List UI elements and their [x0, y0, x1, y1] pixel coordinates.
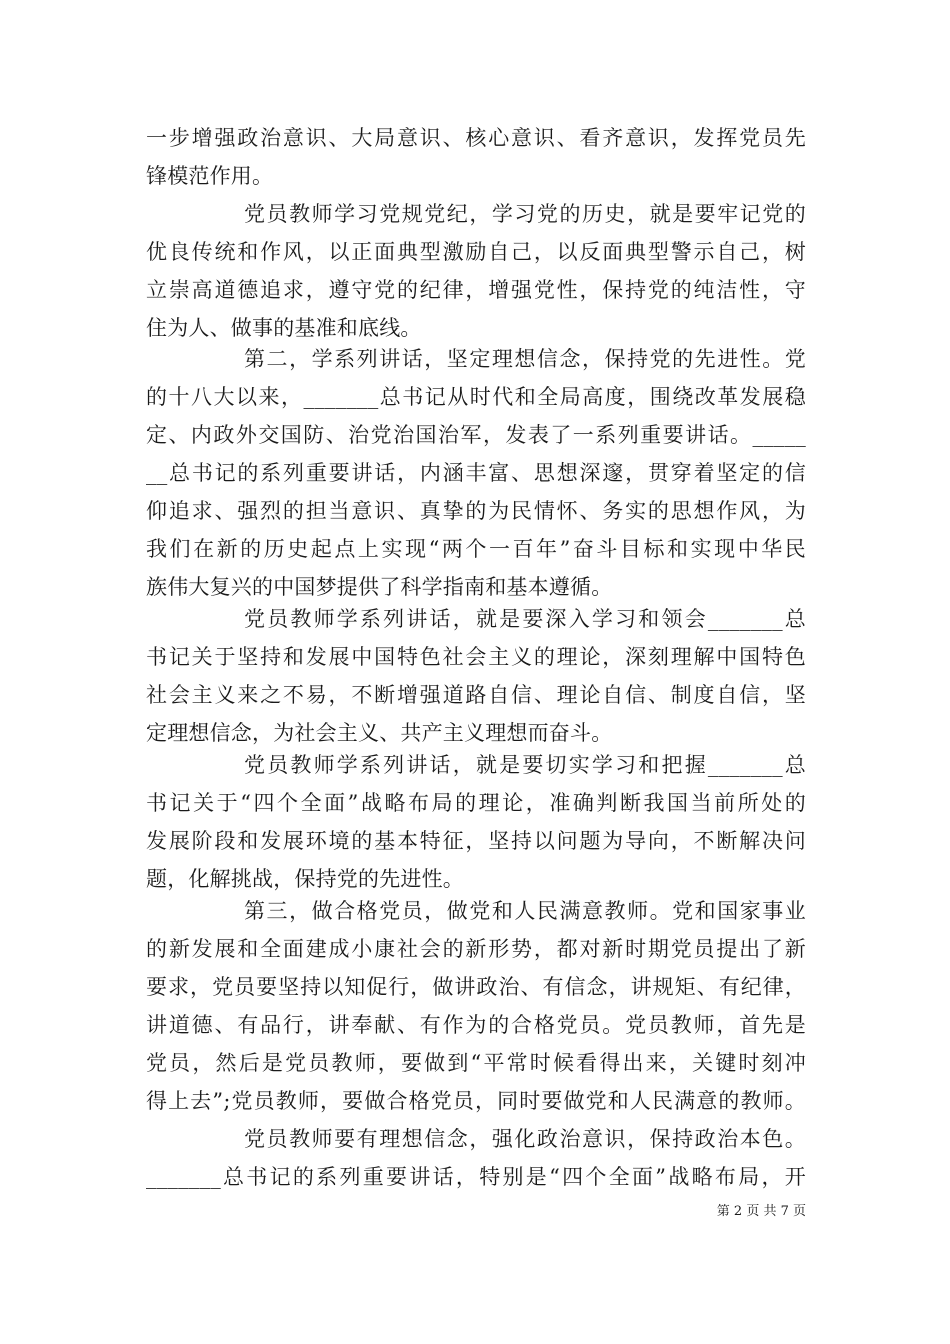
paragraph-first-line: 第三，做合格党员，做党和人民满意教师。党和国家事业	[244, 899, 806, 923]
text-line: 书记关于坚持和发展中国特色社会主义的理论，深刻理解中国特色	[146, 645, 806, 669]
text-line: 立崇高道德追求，遵守党的纪律，增强党性，保持党的纯洁性，守	[146, 278, 806, 302]
text-line: 题，化解挑战，保持党的先进性。	[146, 867, 464, 891]
paragraph-first-line: 党员教师学系列讲话，就是要切实学习和把握_______总	[244, 753, 806, 777]
text-line: 族伟大复兴的中国梦提供了科学指南和基本遵循。	[146, 575, 613, 599]
text-line: 社会主义来之不易，不断增强道路自信、理论自信、制度自信，坚	[146, 683, 806, 707]
text-line: 优良传统和作风，以正面典型激励自己，以反面典型警示自己，树	[146, 240, 806, 264]
text-line: 定理想信念，为社会主义、共产主义理想而奋斗。	[146, 721, 613, 745]
text-line: 一步增强政治意识、大局意识、核心意识、看齐意识，发挥党员先	[146, 126, 806, 150]
paragraph-first-line: 党员教师要有理想信念，强化政治意识，保持政治本色。	[244, 1127, 806, 1151]
text-line: 要求，党员要坚持以知促行，做讲政治、有信念，讲规矩、有纪律，	[146, 975, 806, 999]
text-line: 党员，然后是党员教师，要做到“平常时候看得出来，关键时刻冲	[146, 1051, 806, 1075]
paragraph-first-line: 党员教师学习党规党纪，学习党的历史，就是要牢记党的	[244, 202, 806, 226]
page-number-footer: 第 2 页 共 7 页	[716, 1204, 806, 1219]
text-line: 的新发展和全面建成小康社会的新形势，都对新时期党员提出了新	[146, 937, 806, 961]
text-line: _______总书记的系列重要讲话，特别是“四个全面”战略布局，开	[146, 1165, 806, 1189]
paragraph-first-line: 第二，学系列讲话，坚定理想信念，保持党的先进性。党	[244, 347, 806, 371]
text-line: 的十八大以来，_______总书记从时代和全局高度，围绕改革发展稳	[146, 385, 806, 409]
text-line: 讲道德、有品行，讲奉献、有作为的合格党员。党员教师，首先是	[146, 1013, 806, 1037]
text-line: 得上去”;党员教师，要做合格党员，同时要做党和人民满意的教师。	[146, 1089, 806, 1113]
text-line: 发展阶段和发展环境的基本特征，坚持以问题为导向，不断解决问	[146, 829, 806, 853]
text-line: 仰追求、强烈的担当意识、真挚的为民情怀、务实的思想作风，为	[146, 499, 806, 523]
text-line: 定、内政外交国防、治党治国治军，发表了一系列重要讲话。_____	[146, 423, 806, 447]
paragraph-first-line: 党员教师学系列讲话，就是要深入学习和领会_______总	[244, 607, 806, 631]
text-line: 书记关于“四个全面”战略布局的理论，准确判断我国当前所处的	[146, 791, 806, 815]
text-line: __总书记的系列重要讲话，内涵丰富、思想深邃，贯穿着坚定的信	[146, 461, 806, 485]
text-line: 锋模范作用。	[146, 164, 274, 188]
text-line: 我们在新的历史起点上实现“两个一百年”奋斗目标和实现中华民	[146, 537, 806, 561]
text-line: 住为人、做事的基准和底线。	[146, 316, 422, 340]
